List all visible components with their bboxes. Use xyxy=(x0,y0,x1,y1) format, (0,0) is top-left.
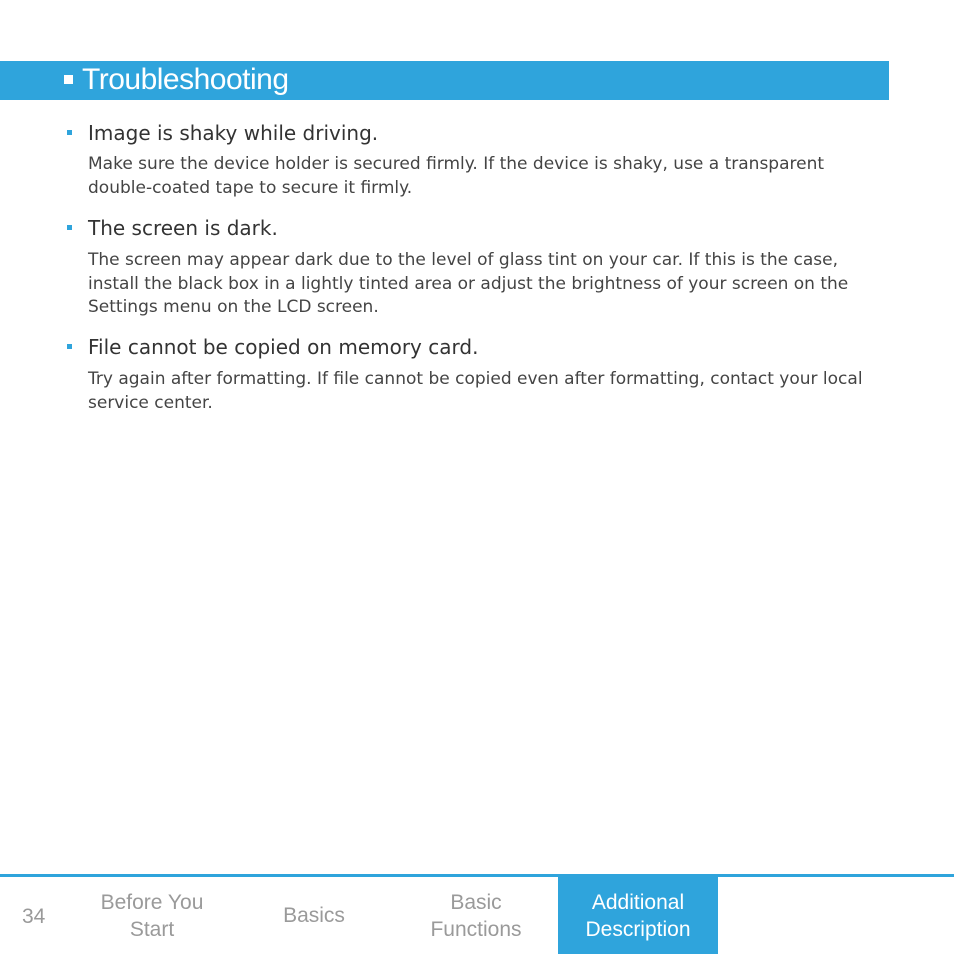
item-body: Try again after formatting. If file cannot be copied even after formatting, contact your local service center. xyxy=(88,369,863,413)
tab-basics[interactable] xyxy=(234,877,394,954)
item-body: The screen may appear dark due to the level of glass tint on your car. If this is the case, install the black box in a lightly tinted area or adjust the brightness of your screen on the Settings menu on the LCD screen. xyxy=(88,250,849,317)
tab-label: Before You Start xyxy=(100,890,204,941)
tab-label: Additional Description xyxy=(585,890,691,941)
page-title: Troubleshooting xyxy=(82,63,289,96)
tab-label: Basic Functions xyxy=(430,890,522,941)
tab-basic-functions[interactable] xyxy=(396,877,556,954)
item-square-bullet-icon xyxy=(67,344,72,349)
page-number: 34 xyxy=(22,905,46,928)
item-square-bullet-icon xyxy=(67,130,72,135)
section-header-bar xyxy=(0,61,889,100)
item-heading: File cannot be copied on memory card. xyxy=(88,335,479,359)
item-body: Make sure the device holder is secured firmly. If the device is shaky, use a transparent double-coated tape to secure it firmly. xyxy=(88,154,825,198)
item-heading: Image is shaky while driving. xyxy=(88,121,379,145)
tab-before-you-start[interactable] xyxy=(72,877,232,954)
tab-label: Basics xyxy=(283,904,345,927)
item-heading: The screen is dark. xyxy=(88,216,278,240)
item-square-bullet-icon xyxy=(67,225,72,230)
tab-additional-description[interactable] xyxy=(558,877,718,954)
header-square-bullet-icon xyxy=(64,75,73,84)
